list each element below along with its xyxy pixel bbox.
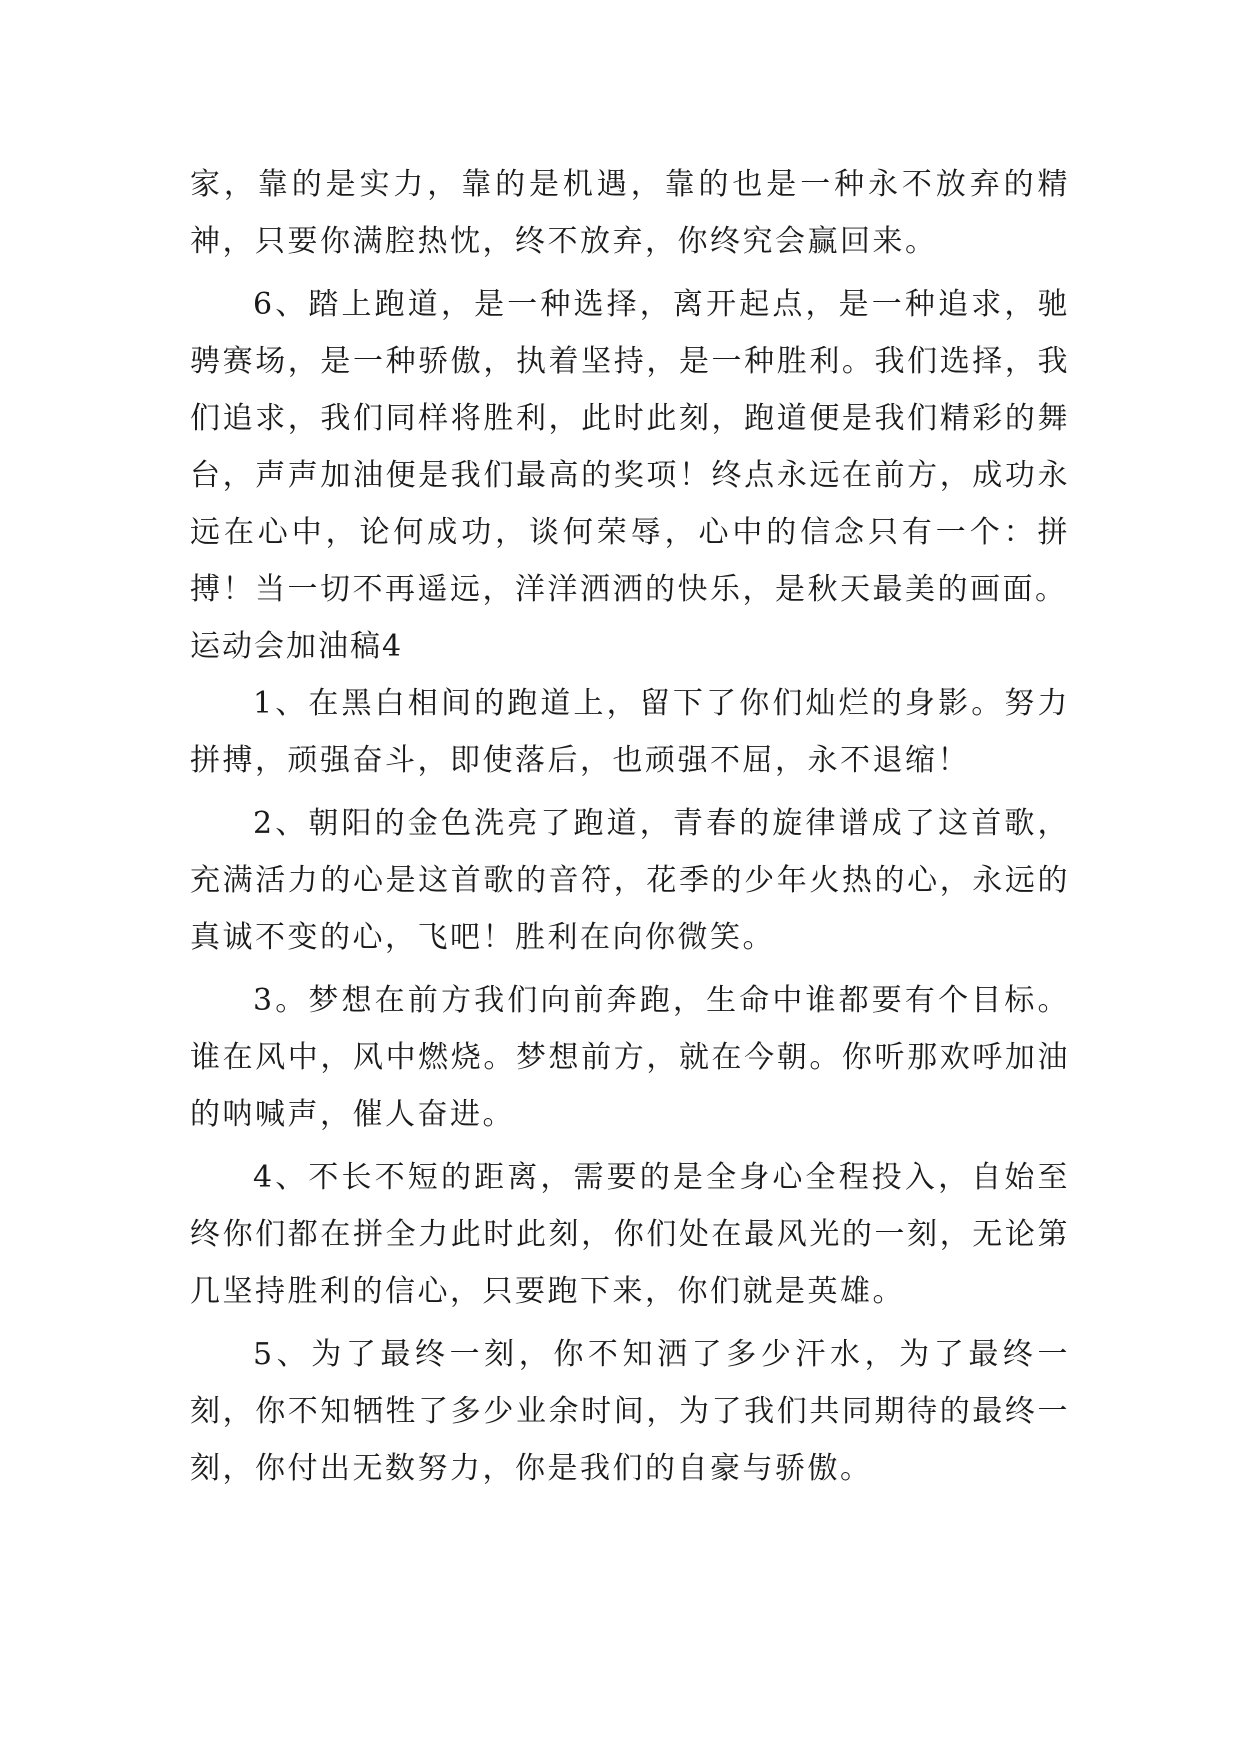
paragraph-item-1: 1、在黑白相间的跑道上，留下了你们灿烂的身影。努力拼搏，顽强奋斗，即使落后，也顽强不屈，永不退缩！ (190, 686, 1070, 778)
paragraph-item-4: 4、不长不短的距离，需要的是全身心全程投入，自始至终你们都在拼全力此时此刻，你们处在最风光的一刻，无论第几坚持胜利的信心，只要跑下来，你们就是英雄。 (190, 1160, 1070, 1309)
paragraph-item-6: 6、踏上跑道，是一种选择，离开起点，是一种追求，驰骋赛场，是一种骄傲，执着坚持，是一种胜利。我们选择，我们追求，我们同样将胜利，此时此刻，跑道便是我们精彩的舞台，声声加油便是我们最高的奖项！终点永远在前方，成功永远在心中，论何成功，谈何荣辱，心中的信念只有一个：拼搏！当一切不再遥远，洋洋洒洒的快乐，是秋天最美的画面。 (190, 287, 1070, 607)
paragraph-item-5: 5、为了最终一刻，你不知洒了多少汗水，为了最终一刻，你不知牺牲了多少业余时间，为了我们共同期待的最终一刻，你付出无数努力，你是我们的自豪与骄傲。 (190, 1337, 1070, 1486)
paragraph-item-3: 3。梦想在前方我们向前奔跑，生命中谁都要有个目标。谁在风中，风中燃烧。梦想前方，就在今朝。你听那欢呼加油的呐喊声，催人奋进。 (190, 983, 1070, 1132)
section-heading: 运动会加油稿4 (190, 629, 404, 664)
paragraph-continuation: 家，靠的是实力，靠的是机遇，靠的也是一种永不放弃的精神，只要你满腔热忱，终不放弃，你终究会赢回来。 (190, 167, 1070, 259)
document-body (190, 156, 1070, 1497)
paragraph-item-2: 2、朝阳的金色洗亮了跑道，青春的旋律谱成了这首歌，充满活力的心是这首歌的音符，花季的少年火热的心，永远的真诚不变的心，飞吧！胜利在向你微笑。 (190, 806, 1070, 955)
